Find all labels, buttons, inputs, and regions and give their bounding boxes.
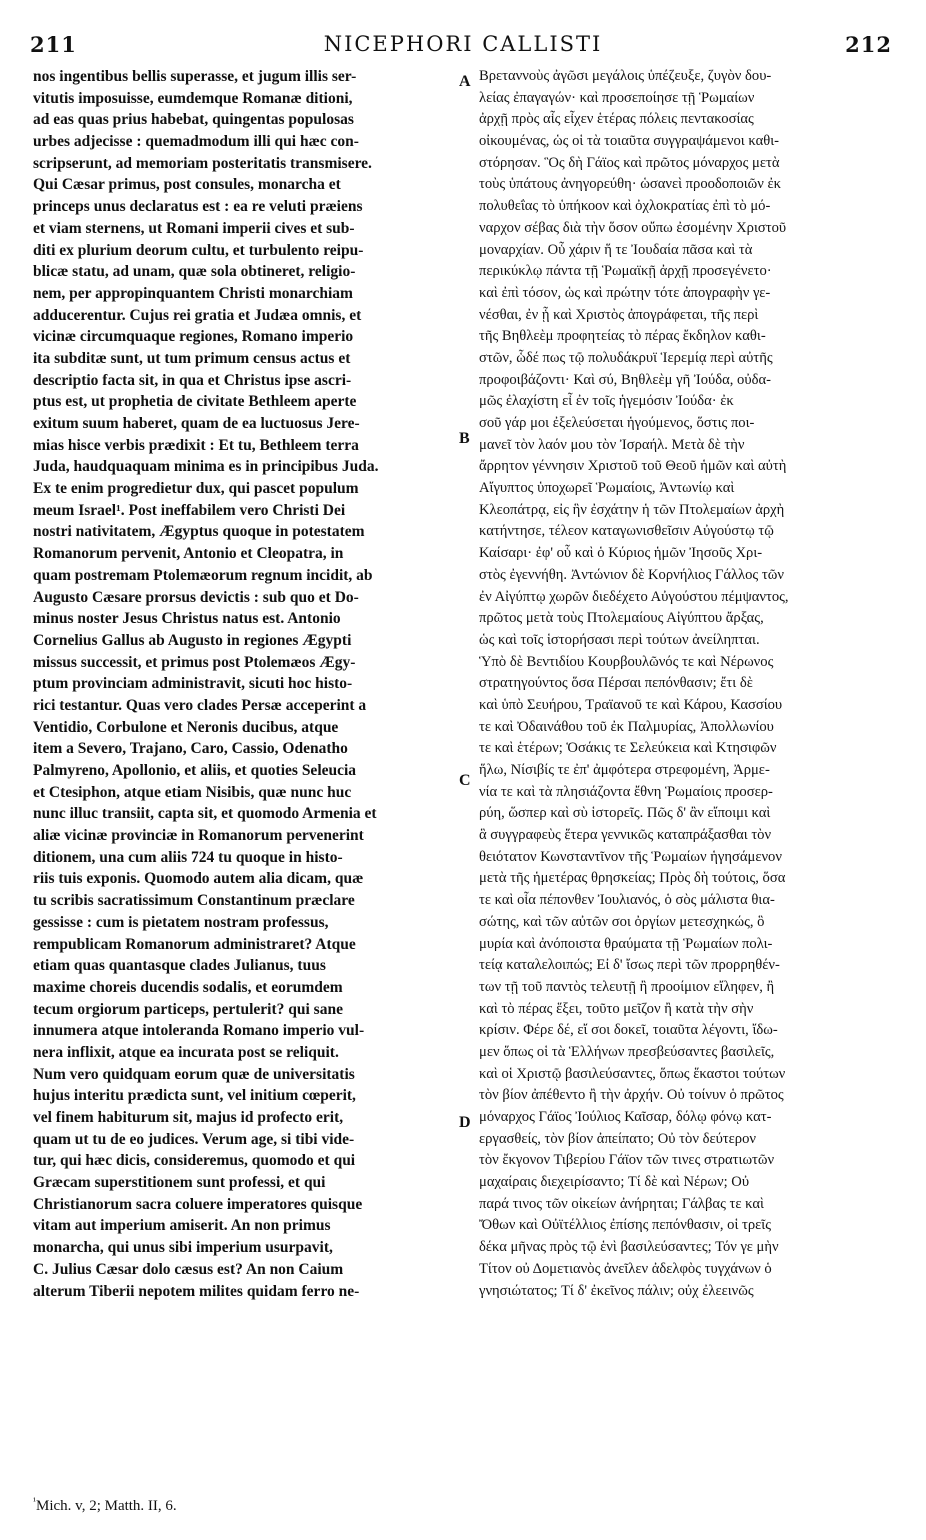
- greek-text-line: παρά τινος τῶν οἰκείων ἀνήρηται; Γάλβας τε καὶ: [479, 1195, 764, 1212]
- greek-text-line: τε καὶ Ὀδαινάθου τοῦ ἐκ Παλμυρίας, Ἀπολλωνίου: [479, 718, 774, 735]
- greek-text-line: κατήντησε, τέλεον καταγωνισθεῖσιν Αὐγούστῳ τῷ: [479, 523, 774, 540]
- greek-text-line: προφοιβάζοντι· Καὶ σύ, Βηθλεὲμ γῆ Ἰούδα, οὐδα-: [479, 371, 771, 388]
- latin-text-line: Romanorum pervenit, Antonio et Cleopatra, in: [33, 545, 344, 563]
- footnote: [33, 1496, 177, 1515]
- latin-text-line: exitum suum haberet, quam de ea luctuosus Jere-: [33, 415, 360, 432]
- latin-text-line: gessisse : cum is pietatem nostram professus,: [33, 913, 329, 931]
- margin-letter-a: A: [459, 73, 471, 90]
- latin-text-line: Græcam superstitionem sunt professi, et qui: [33, 1174, 326, 1192]
- latin-text-line: blicæ statu, ad unam, quæ sola obtineret, religio-: [33, 263, 356, 281]
- greek-text-line: τοὺς ὑπάτους ἀνηγορεύθη· ὡσανεὶ προοδοποιῶν ἐκ: [479, 176, 782, 193]
- latin-text-line: scripserunt, ad memoriam posteritatis transmisere.: [33, 154, 372, 172]
- greek-text-line: Κλεοπάτρᾳ, εἰς ἣν ἐσχάτην ἡ τῶν Πτολεμαίων ἀρχὴ: [479, 501, 785, 518]
- greek-text-line: σώτης, καὶ τῶν αὐτῶν σοι ὀργίων μετεσχηκώς, ὃ: [479, 913, 765, 930]
- latin-text-line: Augusto Cæsare prorsus devictis : sub quo et Do-: [33, 588, 359, 606]
- greek-text-line: καὶ οἱ Χριστῷ βασιλεύσαντες, ὅπως ἕκαστοι τούτων: [479, 1065, 786, 1082]
- greek-text-line: στὸς ἐγεννήθη. Ἀντώνιον δὲ Κορνήλιος Γάλλος τῶν: [479, 566, 784, 583]
- greek-text-line: τῆς Βηθλεὲμ προφητείας τὸ πέρας ἔκδηλον καθι-: [479, 328, 766, 345]
- latin-text-line: quam postremam Ptolemæorum regnum incidit, ab: [33, 566, 373, 584]
- latin-text-line: princeps unus declaratus est : ea re veluti præiens: [33, 198, 363, 216]
- latin-text-line: ita subditæ sunt, ut tum primum census actus et: [33, 349, 351, 367]
- greek-text-line: λείας ἐπαγαγών· καὶ προσεποίησε τῇ Ῥωμαίων: [479, 89, 755, 106]
- latin-text-line: tur, qui hæc dicis, consideremus, quomodo et qui: [33, 1152, 356, 1170]
- greek-text-line: γνησιώτατος; Τί δ' ἐκεῖνος πάλιν; οὐχ ἐλεεινῶς: [479, 1282, 754, 1299]
- greek-text-line: πρῶτος μετὰ τοὺς Πτολεμαίους Αἰγύπτου ἄρξας,: [479, 610, 764, 627]
- greek-text-line: ἥλω, Νίσιβίς τε ἐπ' ἀμφότερα στρεφομένη, Ἀρμε-: [479, 762, 770, 778]
- latin-text-line: riis tuis exponis. Quomodo autem alia dicam, quæ: [33, 870, 364, 888]
- latin-text-line: adducerentur. Cujus rei gratia et Judæa omnis, et: [33, 306, 362, 324]
- greek-text-line: Ὄθων καὶ Οὐϊτέλλιος ἐπίσης πεπόνθασιν, οἱ τρεῖς: [479, 1217, 771, 1234]
- greek-text-line: καὶ τὸ πέρας ἕξει, τοῦτο μεῖζον ἢ κατὰ τὴν σὴν: [479, 1000, 754, 1017]
- margin-letter-d: D: [459, 1114, 471, 1131]
- latin-text-line: maxime choreis ducendis sodalis, et eorumdem: [33, 978, 343, 996]
- greek-text-line: ναρχον σέβας διὰ τὴν ὅσον οὔπω ἐσομένην Χριστοῦ: [479, 219, 787, 236]
- greek-text-line: Καίσαρι· ἐφ' οὗ καὶ ὁ Κύριος ἡμῶν Ἰησοῦς Χρι-: [479, 545, 763, 562]
- greek-text-line: ὡς καὶ τοῖς ἱστορήσασι περὶ τούτων ἀνείληπται.: [479, 631, 760, 648]
- latin-text-line: Juda, haudquaquam minima es in principibus Juda.: [33, 458, 379, 476]
- greek-text-line: Αἴγυπτος ὑποχωρεῖ Ῥωμαίοις, Ἀντωνίῳ καὶ: [479, 480, 735, 497]
- greek-text-line: θειότατον Κωνσταντῖνον τῆς Ῥωμαίων ἡγησάμενον: [479, 848, 782, 865]
- latin-text-line: aliæ vicinæ provinciæ in Romanorum pervenerint: [33, 827, 364, 845]
- latin-text-line: diti ex plurium deorum cultu, et turbulento reipu-: [33, 241, 364, 259]
- latin-text-line: vel finem habiturum sit, majus id profecto erit,: [33, 1109, 344, 1126]
- latin-text-line: hujus interitu prædicta sunt, vel initium cœperit,: [33, 1087, 356, 1105]
- greek-text-line: περικύκλῳ πάντα τῇ Ῥωμαϊκῇ ἀρχῇ προσεγένετο·: [479, 263, 772, 280]
- greek-text-line: ἃ συγγραφεὺς ἕτερα γεννικῶς καταπράξασθαι τὸν: [479, 827, 772, 844]
- latin-text-line: nos ingentibus bellis superasse, et jugum illis ser-: [33, 68, 357, 85]
- latin-text-line: nostri nativitatem, Ægyptus quoque in potestatem: [33, 523, 365, 541]
- footnote-marker: ¹: [33, 1496, 36, 1507]
- margin-letter-b: B: [459, 430, 470, 447]
- greek-text-line: τε καὶ ἑτέρων; Ὁσάκις τε Σελεύκεια καὶ Κτησιφῶν: [479, 740, 777, 757]
- latin-text-line: innumera atque intoleranda Romano imperio vul-: [33, 1022, 365, 1040]
- greek-text-line: μανεῖ τὸν λαόν μου τὸν Ἰσραήλ. Μετὰ δὲ τὴν: [479, 436, 745, 453]
- greek-text-line: μυρία καὶ ἀνόποιστα θραύματα τῇ Ῥωμαίων πολι-: [479, 935, 773, 952]
- latin-text-line: nunc illuc transiit, capta sit, et quomodo Armenia et: [33, 805, 377, 823]
- greek-text-line: Βρεταννοὺς ἀγῶσι μεγάλοις ὑπέζευξε, ζυγὸν δου-: [479, 68, 772, 84]
- latin-text-line: et viam sternens, ut Romani imperii cives et sub-: [33, 219, 355, 237]
- latin-text-line: item a Severo, Trajano, Caro, Cassio, Odenatho: [33, 740, 348, 758]
- latin-text-line: et Ctesiphon, atque etiam Nisibis, quæ nunc huc: [33, 783, 352, 801]
- greek-text-line: μόναρχος Γάϊος Ἰούλιος Καῖσαρ, δόλῳ φόνῳ κατ-: [479, 1109, 772, 1125]
- page-number-left: 211: [30, 32, 77, 57]
- greek-text-line: εργασθείς, τὸν βίον ἀπείπατο; Οὐ τὸν δεύτερον: [479, 1130, 756, 1147]
- latin-text-line: vicinæ circumquaque regiones, Romano imperio: [33, 328, 354, 346]
- margin-letter-c: C: [459, 772, 471, 789]
- latin-text-line: missus successit, et primus post Ptolemæos Ægy-: [33, 653, 356, 671]
- latin-text-line: monarcha, qui unus sibi imperium usurpavit,: [33, 1239, 333, 1257]
- greek-text-line: πολυθεΐας τὸ ὑπήκοον καὶ ὀχλοκρατίας ἐπὶ τὸ μό-: [479, 198, 771, 215]
- latin-text-line: Ex te enim progredietur dux, qui pascet populum: [33, 480, 359, 498]
- latin-text-line: rici testantur. Quas vero clades Persæ acceperint a: [33, 696, 367, 714]
- latin-text-line: meum Israel¹. Post ineffabilem vero Christi Dei: [33, 501, 346, 519]
- latin-column: [33, 66, 457, 1302]
- greek-text-line: ἀρχῇ πρὸς αἷς εἶχεν ἑτέρας πόλεις πεντακοσίας: [479, 111, 754, 128]
- greek-text-line: των τῇ τοῦ παντὸς τελευτῇ ἢ προοίμιον εἴληφεν, ἢ: [479, 978, 775, 995]
- latin-text-line: alterum Tiberii nepotem milites quidam ferro ne-: [33, 1282, 360, 1300]
- greek-text-line: τείᾳ καταλελοιπώς; Εἰ δ' ἴσως περὶ τῶν προρρηθέν-: [479, 957, 780, 974]
- greek-text-line: δέκα μῆνας πρὸς τῷ ἑνὶ βασιλεύσαντες; Τόν γε μὴν: [479, 1239, 779, 1256]
- greek-text-line: στῶν, ὧδέ πως τῷ πολυδάκρυϊ Ἱερεμίᾳ περὶ αὐτῆς: [479, 349, 773, 366]
- latin-text-line: Num vero quidquam eorum quæ de universitatis: [33, 1065, 355, 1083]
- footnote-text: Mich. v, 2; Matth. II, 6.: [36, 1498, 177, 1514]
- greek-text-line: στρατηγούντος ὅσα Πέρσαι πεπόνθασιν; ἔτι δὲ: [479, 675, 753, 692]
- latin-text-line: nera inflixit, atque ea incurata post se reliquit.: [33, 1043, 339, 1061]
- greek-text-line: νία τε καὶ τὰ πλησιάζοντα ἔθνη Ῥωμαίοις προσερ-: [479, 783, 773, 800]
- greek-text-line: μαχαίραις διεχειρίσαντο; Τί δὲ καὶ Νέρων; Οὐ: [479, 1174, 750, 1191]
- greek-text-line: στόρησαν. Ὃς δὴ Γάϊος καὶ πρῶτος μόναρχος μετὰ: [479, 154, 780, 171]
- latin-text-line: tecum orgiorum particeps, pertulerit? qui sane: [33, 1000, 343, 1018]
- greek-text-line: Τίτον οὐ Δομετιανὸς ἀνεῖλεν ἀδελφὸς τυγχάνων ὁ: [479, 1260, 772, 1277]
- greek-text-line: τὸν ἔκγονον Τιβερίου Γάϊον τῶν τινες στρατιωτῶν: [479, 1152, 775, 1169]
- latin-text-line: vitam aut imperium amiserit. An non primus: [33, 1217, 331, 1235]
- latin-text-line: descriptio facta sit, in qua et Christus ipse ascri-: [33, 371, 352, 389]
- greek-text-line: σοῦ γάρ μοι ἐξελεύσεται ἡγούμενος, ὅστις ποι-: [479, 415, 755, 431]
- latin-text-line: Christianorum sacra coluere imperatores quisque: [33, 1195, 363, 1213]
- greek-text-line: καὶ ὑπὸ Σευήρου, Τραϊανοῦ τε καὶ Κάρου, Κασσίου: [479, 696, 783, 713]
- greek-text-line: νέσθαι, ἐν ᾗ καὶ Χριστὸς ἀπογράφεται, τῆς περὶ: [479, 306, 759, 323]
- page-number-right: 212: [845, 32, 892, 57]
- greek-text-line: οἰκουμένας, ὡς οἱ τὰ τοιαῦτα συγγραψάμενοι καθι-: [479, 133, 780, 150]
- greek-text-line: Ὑπὸ δὲ Βεντιδίου Κουρβουλῶνός τε καὶ Νέρωνος: [479, 653, 774, 670]
- latin-text-line: tu scribis sacratissimum Constantinum præclare: [33, 892, 355, 910]
- latin-text-line: Palmyreno, Apollonio, et aliis, et quoties Seleucia: [33, 762, 357, 779]
- greek-text-line: τε καὶ οἷα πέπονθεν Ἰουλιανός, ὁ σὸς μάλιστα θια-: [479, 892, 775, 909]
- greek-text-line: μῶς ἐλαχίστη εἶ ἐν τοῖς ἡγεμόσιν Ἰούδα· ἐκ: [479, 393, 734, 410]
- greek-text-line: καὶ ἐπὶ τόσον, ὡς καὶ πρώτην τότε ἀπογραφὴν γε-: [479, 284, 771, 301]
- latin-text-line: nem, per appropinquantem Christi monarchiam: [33, 284, 353, 302]
- running-title: NICEPHORI CALLISTI: [323, 32, 603, 56]
- latin-text-line: Cornelius Gallus ab Augusto in regiones Ægypti: [33, 631, 352, 649]
- latin-text-line: urbes adjecisse : quemadmodum illi qui hæc con-: [33, 133, 359, 151]
- latin-text-line: Ventidio, Corbulone et Neronis ducibus, atque: [33, 718, 339, 736]
- latin-text-line: ptum provinciam administravit, sicuti hoc histo-: [33, 675, 353, 693]
- greek-text-line: μετὰ τῆς ἡμετέρας θρησκείας; Πρὸς δὴ τούτοις, ὅσα: [479, 870, 786, 887]
- greek-text-line: ρύη, ὥσπερ καὶ σὺ ἱστορεῖς. Πῶς δ' ἂν εἴποιμι καὶ: [479, 805, 771, 822]
- latin-text-line: minus noster Jesus Christus natus est. Antonio: [33, 610, 341, 628]
- latin-text-line: rempublicam Romanorum administraret? Atque: [33, 935, 356, 953]
- greek-text-line: τὸν βίον ἀπέθεντο ἢ τὴν ἀρχήν. Οὐ τοίνυν ὁ πρῶτος: [479, 1087, 784, 1104]
- latin-text-line: mias hisce verbis prædixit : Et tu, Bethleem terra: [33, 436, 359, 454]
- greek-text-line: μεν ὅπως οἱ τὰ Ἑλλήνων πρεσβεύσαντες βασιλεῖς,: [479, 1043, 775, 1060]
- latin-text-line: ad eas quas prius habebat, quingentas populosas: [33, 111, 354, 129]
- greek-column: [479, 66, 897, 1302]
- latin-text-line: ptus est, ut prophetia de civitate Bethleem aperte: [33, 393, 357, 411]
- greek-text-line: κρίσιν. Φέρε δέ, εἴ σοι δοκεῖ, τοιαῦτα λέγοντι, ἴδω-: [479, 1022, 778, 1039]
- greek-text-line: ἄρρητον γέννησιν Χριστοῦ τοῦ Θεοῦ ἡμῶν καὶ αὐτὴ: [479, 458, 787, 475]
- latin-text-line: ditionem, una cum aliis 724 tu quoque in histo-: [33, 848, 343, 866]
- greek-text-line: ἐν Αἰγύπτῳ χωρῶν διεδέχετο Αὐγούστου πέμψαντος,: [479, 588, 789, 605]
- latin-text-line: etiam quas quantasque clades Julianus, tuus: [33, 957, 326, 975]
- greek-text-line: μοναρχίαν. Οὗ χάριν ἥ τε Ἰουδαία πᾶσα καὶ τὰ: [479, 241, 753, 258]
- latin-text-line: Qui Cæsar primus, post consules, monarcha et: [33, 176, 341, 194]
- latin-text-line: C. Julius Cæsar dolo cæsus est? An non Caium: [33, 1260, 344, 1278]
- latin-text-line: quam ut tu de eo judices. Verum age, si tibi vide-: [33, 1130, 355, 1148]
- latin-text-line: vitutis imposuisse, eumdemque Romanæ ditioni,: [33, 89, 353, 107]
